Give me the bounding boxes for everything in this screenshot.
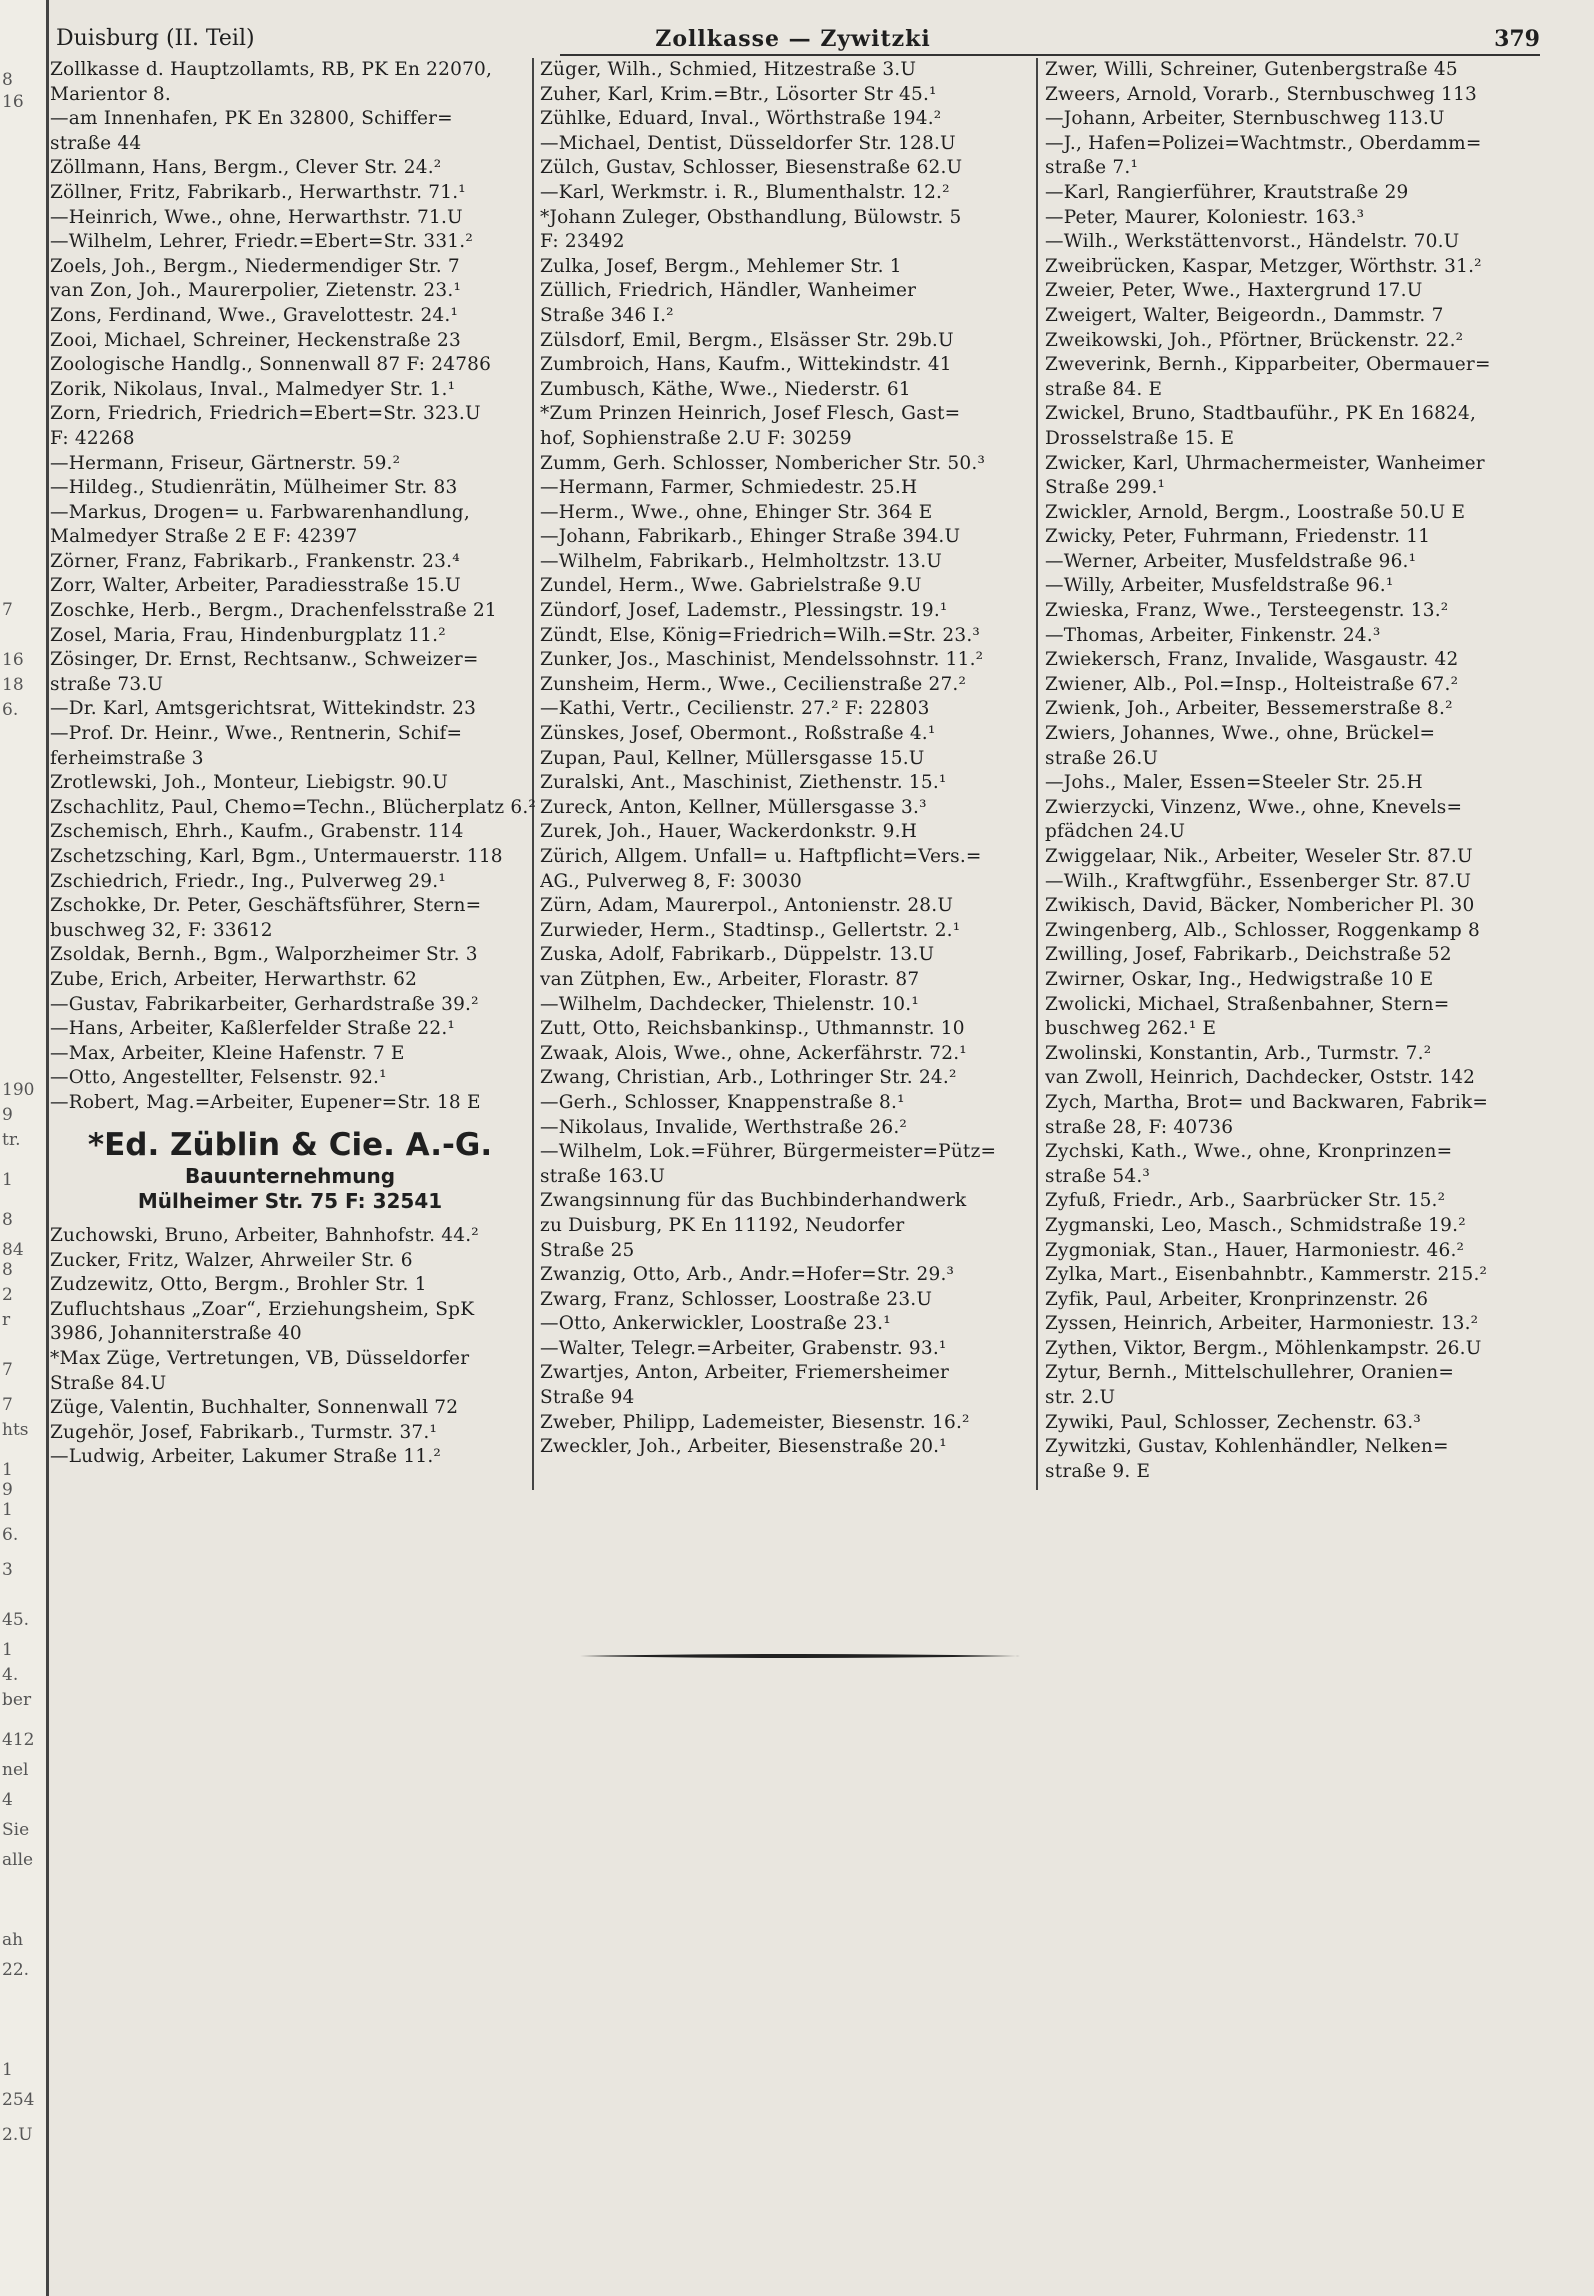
directory-entry: F: 42268: [50, 427, 135, 449]
directory-entry: —Hermann, Farmer, Schmiedestr. 25.H: [540, 477, 918, 499]
directory-entry: Zutt, Otto, Reichsbankinsp., Uthmannstr. 10: [540, 1018, 965, 1040]
directory-entry: Zywiki, Paul, Schlosser, Zechenstr. 63.³: [1045, 1411, 1421, 1433]
directory-entry: —Prof. Dr. Heinr., Wwe., Rentnerin, Schif=: [50, 723, 463, 745]
directory-entry: —Max, Arbeiter, Kleine Hafenstr. 7 E: [50, 1042, 405, 1064]
gutter-fragment: alle: [2, 1850, 34, 1870]
directory-entry: Zwieska, Franz, Wwe., Tersteegenstr. 13.²: [1045, 600, 1449, 622]
directory-entry: Zorik, Nikolaus, Inval., Malmedyer Str. 1.¹: [50, 378, 456, 400]
directory-entry: —Hans, Arbeiter, Kaßlerfelder Straße 22.¹: [50, 1018, 456, 1040]
directory-entry: Zyfuß, Friedr., Arb., Saarbrücker Str. 15.²: [1045, 1190, 1446, 1212]
directory-entry: —Johann, Fabrikarb., Ehinger Straße 394.U: [540, 526, 961, 548]
directory-entry: Zweibrücken, Kaspar, Metzger, Wörthstr. 31.²: [1045, 255, 1482, 277]
directory-entry: straße 9. E: [1045, 1460, 1151, 1482]
directory-entry: —Thomas, Arbeiter, Finkenstr. 24.³: [1045, 624, 1381, 646]
directory-entry: Zschokke, Dr. Peter, Geschäftsführer, Stern=: [50, 895, 482, 917]
directory-entry: Zwiener, Alb., Pol.=Insp., Holteistraße 67.²: [1045, 673, 1459, 695]
directory-entry: Straße 346 I.²: [540, 304, 674, 326]
ornamental-rule: [580, 1652, 1020, 1660]
directory-entry: Zwienk, Joh., Arbeiter, Bessemerstraße 8.²: [1045, 698, 1453, 720]
directory-entry: —Wilh., Kraftwgführ., Essenberger Str. 87.U: [1045, 870, 1472, 892]
directory-entry: Zwicky, Peter, Fuhrmann, Friedenstr. 11: [1045, 526, 1431, 548]
directory-entry: Zunsheim, Herm., Wwe., Cecilienstraße 27.²: [540, 673, 967, 695]
directory-entry: Malmedyer Straße 2 E F: 42397: [50, 526, 358, 548]
directory-entry: —Gustav, Fabrikarbeiter, Gerhardstraße 39.²: [50, 993, 479, 1015]
directory-entry: Zumm, Gerh. Schlosser, Nombericher Str. 50.³: [540, 452, 986, 474]
directory-entry: Zwikisch, David, Bäcker, Nombericher Pl. 30: [1045, 895, 1475, 917]
directory-entry: Zumbroich, Hans, Kaufm., Wittekindstr. 41: [540, 354, 952, 376]
directory-entry: —Michael, Dentist, Düsseldorfer Str. 128.U: [540, 132, 956, 154]
directory-entry: —Otto, Angestellter, Felsenstr. 92.¹: [50, 1067, 387, 1089]
directory-entry: Zweckler, Joh., Arbeiter, Biesenstraße 20.¹: [540, 1436, 947, 1458]
directory-entry: Zsoldak, Bernh., Bgm., Walporzheimer Str. 3: [50, 944, 478, 966]
directory-entry: —Wilh., Werkstättenvorst., Händelstr. 70.U: [1045, 231, 1460, 253]
directory-entry: straße 44: [50, 132, 142, 154]
gutter-fragment: 7: [2, 1360, 13, 1380]
directory-entry: —am Innenhafen, PK En 32800, Schiffer=: [50, 108, 453, 130]
directory-entry: Zündorf, Josef, Lademstr., Plessingstr. 19.¹: [540, 600, 948, 622]
page-number: 379: [1494, 26, 1540, 52]
advertisement: [70, 1126, 510, 1214]
gutter-fragment: 22.: [2, 1960, 30, 1980]
directory-entry: —Wilhelm, Fabrikarb., Helmholtzstr. 13.U: [540, 550, 943, 572]
directory-entry: straße 28, F: 40736: [1045, 1116, 1234, 1138]
directory-entry: *Zum Prinzen Heinrich, Josef Flesch, Gast=: [540, 403, 961, 425]
directory-entry: Zschetzsching, Karl, Bgm., Untermauerstr. 118: [50, 846, 503, 867]
directory-entry: —Peter, Maurer, Koloniestr. 163.³: [1045, 206, 1365, 228]
directory-entry: Zwiekersch, Franz, Invalide, Wasgaustr. 42: [1045, 649, 1459, 671]
gutter-fragment: 6.: [2, 700, 19, 720]
directory-entry: —Dr. Karl, Amtsgerichtsrat, Wittekindstr. 23: [50, 698, 477, 720]
directory-entry: Straße 25: [540, 1239, 635, 1261]
directory-entry: Zythen, Viktor, Bergm., Möhlenkampstr. 26.U: [1045, 1337, 1482, 1359]
directory-entry: Zosel, Maria, Frau, Hindenburgplatz 11.²: [50, 624, 446, 646]
directory-entry: buschweg 32, F: 33612: [50, 919, 273, 941]
directory-entry: Zwang, Christian, Arb., Lothringer Str. 24.²: [540, 1067, 957, 1089]
gutter-fragment: 6.: [2, 1525, 19, 1545]
directory-entry: Zureck, Anton, Kellner, Müllersgasse 3.³: [540, 796, 927, 818]
directory-entry: van Zwoll, Heinrich, Dachdecker, Oststr. 142: [1045, 1067, 1476, 1089]
gutter-fragment: 1: [2, 1640, 13, 1660]
gutter-fragment: 8: [2, 1260, 13, 1280]
directory-entry: Zwer, Willi, Schreiner, Gutenbergstraße 45: [1045, 59, 1458, 80]
gutter-fragment: 4.: [2, 1665, 19, 1685]
directory-entry: —Walter, Telegr.=Arbeiter, Grabenstr. 93.¹: [540, 1337, 947, 1359]
directory-entry: Zülsdorf, Emil, Bergm., Elsässer Str. 29b.U: [540, 329, 954, 351]
directory-entry: Zschachlitz, Paul, Chemo=Techn., Blücherplatz 6.²: [50, 796, 537, 818]
directory-entry: Zulka, Josef, Bergm., Mehlemer Str. 1: [540, 255, 902, 277]
directory-entry: straße 73.U: [50, 673, 164, 695]
gutter-fragment: Sie: [2, 1820, 30, 1840]
directory-entry: Zwierzycki, Vinzenz, Wwe., ohne, Knevels=: [1045, 796, 1463, 818]
gutter-fragment: 4: [2, 1790, 13, 1810]
directory-entry: —Nikolaus, Invalide, Werthstraße 26.²: [540, 1116, 908, 1138]
ad-address: Mülheimer Str. 75 F: 32541: [137, 1189, 443, 1213]
directory-entry: Zoologische Handlg., Sonnenwall 87 F: 24786: [50, 354, 492, 376]
ad-company-name: *Ed. Züblin & Cie. A.-G.: [87, 1127, 493, 1163]
directory-entry: Zwartjes, Anton, Arbeiter, Friemersheimer: [540, 1362, 950, 1384]
gutter-fragment: 16: [2, 92, 24, 112]
directory-entry: Zych, Martha, Brot= und Backwaren, Fabrik=: [1045, 1091, 1489, 1113]
directory-entry: —J., Hafen=Polizei=Wachtmstr., Oberdamm=: [1045, 132, 1482, 154]
directory-entry: van Zon, Joh., Maurerpolier, Zietenstr. 23.¹: [50, 280, 462, 302]
gutter-fragment: nel: [2, 1760, 29, 1780]
directory-entry: str. 2.U: [1045, 1387, 1116, 1409]
directory-entry: Zwiggelaar, Nik., Arbeiter, Weseler Str. 87.U: [1045, 846, 1473, 867]
directory-entry: —Karl, Werkmstr. i. R., Blumenthalstr. 12.²: [540, 181, 950, 203]
gutter-fragment: 7: [2, 1395, 13, 1415]
directory-entry: Zytur, Bernh., Mittelschullehrer, Oranien=: [1045, 1362, 1455, 1384]
directory-entry: Zöllner, Fritz, Fabrikarb., Herwarthstr. 71.¹: [50, 181, 466, 203]
gutter-fragment: hts: [2, 1420, 29, 1440]
directory-entry: —Wilhelm, Lehrer, Friedr.=Ebert=Str. 331.²: [50, 231, 473, 253]
directory-entry: Zühlke, Eduard, Inval., Wörthstraße 194.²: [540, 108, 942, 130]
gutter-fragment: 1: [2, 1170, 13, 1190]
directory-entry: hof, Sophienstraße 2.U F: 30259: [540, 427, 852, 449]
directory-entry: Straße 84.U: [50, 1372, 167, 1394]
directory-column-1-tail: [50, 1224, 565, 1470]
gutter-fragment: 45.: [2, 1610, 30, 1630]
directory-entry: —Otto, Ankerwickler, Loostraße 23.¹: [540, 1313, 891, 1335]
directory-entry: Zwirner, Oskar, Ing., Hedwigstraße 10 E: [1045, 968, 1434, 990]
gutter-fragment: 412: [2, 1730, 35, 1750]
directory-entry: —Herm., Wwe., ohne, Ehinger Str. 364 E: [540, 501, 933, 523]
directory-entry: Zwingenberg, Alb., Schlosser, Roggenkamp 8: [1045, 919, 1481, 941]
gutter-fragment: tr.: [2, 1130, 21, 1150]
directory-entry: zu Duisburg, PK En 11192, Neudorfer: [540, 1214, 905, 1236]
directory-entry: Zünskes, Josef, Obermont., Roßstraße 4.¹: [540, 723, 936, 745]
directory-entry: Straße 299.¹: [1045, 477, 1166, 499]
directory-entry: Zwolinski, Konstantin, Arb., Turmstr. 7.²: [1045, 1042, 1432, 1064]
directory-entry: Zudzewitz, Otto, Bergm., Brohler Str. 1: [50, 1274, 427, 1296]
directory-entry: —Johs., Maler, Essen=Steeler Str. 25.H: [1045, 772, 1423, 794]
directory-entry: Zrotlewski, Joh., Monteur, Liebigstr. 90.U: [50, 772, 448, 794]
directory-entry: Zufluchtshaus „Zoar“, Erziehungsheim, SpK: [50, 1298, 475, 1320]
directory-entry: Zylka, Mart., Eisenbahnbtr., Kammerstr. 215.²: [1045, 1264, 1488, 1286]
directory-entry: Zwarg, Franz, Schlosser, Loostraße 23.U: [540, 1288, 933, 1310]
gutter-fragment: 9: [2, 1105, 13, 1125]
directory-entry: Zurwieder, Herm., Stadtinsp., Gellertstr. 2.¹: [540, 919, 961, 941]
directory-entry: Zooi, Michael, Schreiner, Heckenstraße 23: [50, 329, 461, 351]
directory-column-3: [1045, 58, 1560, 1484]
directory-entry: Züge, Valentin, Buchhalter, Sonnenwall 72: [50, 1397, 459, 1419]
directory-entry: Zwickler, Arnold, Bergm., Loostraße 50.U E: [1045, 501, 1466, 523]
directory-entry: —Karl, Rangierführer, Krautstraße 29: [1045, 181, 1409, 203]
gutter-fragment: 1: [2, 1460, 13, 1480]
directory-entry: Zweier, Peter, Wwe., Haxtergrund 17.U: [1045, 280, 1423, 302]
directory-entry: Zucker, Fritz, Walzer, Ahrweiler Str. 6: [50, 1249, 413, 1271]
directory-entry: Drosselstraße 15. E: [1045, 427, 1235, 449]
directory-entry: Zupan, Paul, Kellner, Müllersgasse 15.U: [540, 747, 925, 769]
directory-entry: Zyssen, Heinrich, Arbeiter, Harmoniestr. 13.²: [1045, 1313, 1479, 1335]
directory-entry: —Wilhelm, Lok.=Führer, Bürgermeister=Pütz=: [540, 1141, 997, 1163]
gutter-fragment: 1: [2, 1500, 13, 1520]
directory-entry: —Gerh., Schlosser, Knappenstraße 8.¹: [540, 1091, 905, 1113]
gutter-fragment: 7: [2, 600, 13, 620]
directory-entry: AG., Pulverweg 8, F: 30030: [540, 870, 803, 892]
directory-entry: straße 26.U: [1045, 747, 1159, 769]
directory-entry: Zollkasse d. Hauptzollamts, RB, PK En 22070,: [50, 59, 493, 80]
directory-entry: Zürn, Adam, Maurerpol., Antonienstr. 28.U: [540, 895, 954, 917]
directory-entry: pfädchen 24.U: [1045, 821, 1186, 843]
gutter-fragment: 2: [2, 1285, 13, 1305]
gutter-fragment: ah: [2, 1930, 24, 1950]
directory-entry: Zoels, Joh., Bergm., Niedermendiger Str. 7: [50, 255, 460, 277]
gutter-fragment: 8: [2, 70, 13, 90]
directory-entry: —Ludwig, Arbeiter, Lakumer Straße 11.²: [50, 1446, 442, 1468]
directory-entry: Zuher, Karl, Krim.=Btr., Lösorter Str 45.¹: [540, 83, 937, 105]
directory-entry: straße 84. E: [1045, 378, 1163, 400]
directory-entry: —Johann, Arbeiter, Sternbuschweg 113.U: [1045, 108, 1445, 130]
directory-entry: Zons, Ferdinand, Wwe., Gravelottestr. 24.¹: [50, 304, 459, 326]
directory-entry: —Robert, Mag.=Arbeiter, Eupener=Str. 18 E: [50, 1091, 481, 1113]
directory-column-2: [540, 58, 1055, 1460]
directory-entry: Zwangsinnung für das Buchbinderhandwerk: [540, 1190, 967, 1212]
directory-entry: straße 54.³: [1045, 1165, 1151, 1187]
directory-entry: Zoschke, Herb., Bergm., Drachenfelsstraße 21: [50, 600, 497, 622]
gutter-fragment: 18: [2, 675, 24, 695]
header-left: Duisburg (II. Teil): [56, 26, 255, 51]
directory-entry: Zürich, Allgem. Unfall= u. Haftpflicht=Vers.=: [540, 846, 982, 867]
directory-entry: straße 163.U: [540, 1165, 666, 1187]
gutter-fragment: 190: [2, 1080, 35, 1100]
directory-entry: Zösinger, Dr. Ernst, Rechtsanw., Schweizer=: [50, 649, 479, 671]
directory-entry: Zundel, Herm., Wwe. Gabrielstraße 9.U: [540, 575, 922, 597]
directory-entry: Zweverink, Bernh., Kipparbeiter, Obermauer=: [1045, 354, 1491, 376]
directory-entry: Straße 94: [540, 1387, 635, 1409]
directory-entry: Zwaak, Alois, Wwe., ohne, Ackerfährstr. 72.¹: [540, 1042, 967, 1064]
gutter-fragment: 2.U: [2, 2125, 33, 2145]
directory-entry: Zündt, Else, König=Friedrich=Wilh.=Str. 23.³: [540, 624, 981, 646]
directory-column-1: [50, 58, 565, 1116]
page-gutter: [0, 0, 49, 2296]
directory-entry: Zwickel, Bruno, Stadtbauführ., PK En 16824,: [1045, 403, 1477, 425]
directory-entry: Zschemisch, Ehrh., Kaufm., Grabenstr. 114: [50, 821, 464, 843]
directory-entry: Zurek, Joh., Hauer, Wackerdonkstr. 9.H: [540, 821, 918, 843]
directory-entry: Zwilling, Josef, Fabrikarb., Deichstraße 52: [1045, 944, 1452, 966]
directory-entry: Zweikowski, Joh., Pförtner, Brückenstr. 22.²: [1045, 329, 1464, 351]
gutter-fragment: 16: [2, 650, 24, 670]
directory-entry: Züger, Wilh., Schmied, Hitzestraße 3.U: [540, 59, 917, 80]
ad-business-type: Bauunternehmung: [184, 1164, 396, 1188]
directory-entry: Zwanzig, Otto, Arb., Andr.=Hofer=Str. 29.³: [540, 1264, 955, 1286]
directory-entry: Züllich, Friedrich, Händler, Wanheimer: [540, 280, 917, 302]
directory-entry: Zweigert, Walter, Beigeordn., Dammstr. 7: [1045, 304, 1444, 326]
gutter-fragment: ber: [2, 1690, 32, 1710]
directory-entry: Zuchowski, Bruno, Arbeiter, Bahnhofstr. 44.²: [50, 1225, 479, 1246]
directory-entry: Zygmoniak, Stan., Hauer, Harmoniestr. 46.²: [1045, 1239, 1465, 1261]
directory-entry: *Johann Zuleger, Obsthandlung, Bülowstr. 5: [540, 206, 962, 228]
directory-entry: —Werner, Arbeiter, Musfeldstraße 96.¹: [1045, 550, 1417, 572]
directory-entry: Zuska, Adolf, Fabrikarb., Düppelstr. 13.U: [540, 944, 935, 966]
gutter-fragment: 254: [2, 2090, 35, 2110]
directory-entry: straße 7.¹: [1045, 157, 1139, 179]
directory-entry: Zychski, Kath., Wwe., ohne, Kronprinzen=: [1045, 1141, 1453, 1163]
directory-entry: Zorr, Walter, Arbeiter, Paradiesstraße 15.U: [50, 575, 461, 597]
directory-entry: Marientor 8.: [50, 83, 171, 105]
directory-entry: Zunker, Jos., Maschinist, Mendelssohnstr. 11.²: [540, 649, 984, 671]
directory-entry: Zweber, Philipp, Lademeister, Biesenstr. 16.²: [540, 1411, 970, 1433]
gutter-fragment: 9: [2, 1480, 13, 1500]
directory-entry: Zywitzki, Gustav, Kohlenhändler, Nelken=: [1045, 1436, 1449, 1458]
directory-entry: 3986, Johanniterstraße 40: [50, 1323, 302, 1345]
gutter-fragment: 1: [2, 2060, 13, 2080]
directory-entry: Zwicker, Karl, Uhrmachermeister, Wanheimer: [1045, 452, 1485, 474]
directory-entry: Zwiers, Johannes, Wwe., ohne, Brückel=: [1045, 723, 1436, 745]
directory-entry: ferheimstraße 3: [50, 747, 204, 769]
directory-entry: —Hermann, Friseur, Gärtnerstr. 59.²: [50, 452, 401, 474]
directory-entry: Zorn, Friedrich, Friedrich=Ebert=Str. 323.U: [50, 403, 481, 425]
directory-entry: Zugehör, Josef, Fabrikarb., Turmstr. 37.¹: [50, 1421, 438, 1443]
header-title: Zollkasse — Zywitzki: [655, 26, 931, 52]
directory-entry: —Hildeg., Studienrätin, Mülheimer Str. 83: [50, 477, 458, 499]
header-rule: [560, 54, 1540, 56]
directory-entry: Zube, Erich, Arbeiter, Herwarthstr. 62: [50, 968, 418, 990]
directory-entry: buschweg 262.¹ E: [1045, 1018, 1217, 1040]
directory-entry: —Kathi, Vertr., Cecilienstr. 27.² F: 22803: [540, 698, 930, 720]
directory-entry: —Markus, Drogen= u. Farbwarenhandlung,: [50, 501, 470, 523]
directory-entry: —Heinrich, Wwe., ohne, Herwarthstr. 71.U: [50, 206, 463, 228]
directory-entry: Zwolicki, Michael, Straßenbahner, Stern=: [1045, 993, 1450, 1015]
directory-entry: —Wilhelm, Dachdecker, Thielenstr. 10.¹: [540, 993, 919, 1015]
directory-entry: van Zütphen, Ew., Arbeiter, Florastr. 87: [540, 968, 920, 990]
directory-entry: Zöllmann, Hans, Bergm., Clever Str. 24.²: [50, 157, 442, 179]
gutter-fragment: 84: [2, 1240, 24, 1260]
gutter-fragment: 8: [2, 1210, 13, 1230]
directory-entry: Zschiedrich, Friedr., Ing., Pulverweg 29.¹: [50, 870, 446, 892]
directory-entry: Zülch, Gustav, Schlosser, Biesenstraße 62.U: [540, 157, 963, 179]
directory-entry: Zörner, Franz, Fabrikarb., Frankenstr. 23.⁴: [50, 550, 460, 572]
directory-entry: F: 23492: [540, 231, 625, 253]
directory-entry: Zuralski, Ant., Maschinist, Ziethenstr. 15.¹: [540, 772, 947, 794]
directory-entry: —Willy, Arbeiter, Musfeldstraße 96.¹: [1045, 575, 1394, 597]
directory-entry: *Max Züge, Vertretungen, VB, Düsseldorfer: [50, 1347, 470, 1369]
gutter-fragment: r: [2, 1310, 11, 1330]
directory-entry: Zyfik, Paul, Arbeiter, Kronprinzenstr. 26: [1045, 1288, 1429, 1310]
directory-entry: Zygmanski, Leo, Masch., Schmidstraße 19.²: [1045, 1214, 1466, 1236]
directory-entry: Zweers, Arnold, Vorarb., Sternbuschweg 113: [1045, 83, 1478, 105]
directory-entry: Zumbusch, Käthe, Wwe., Niederstr. 61: [540, 378, 911, 400]
gutter-fragment: 3: [2, 1560, 13, 1580]
